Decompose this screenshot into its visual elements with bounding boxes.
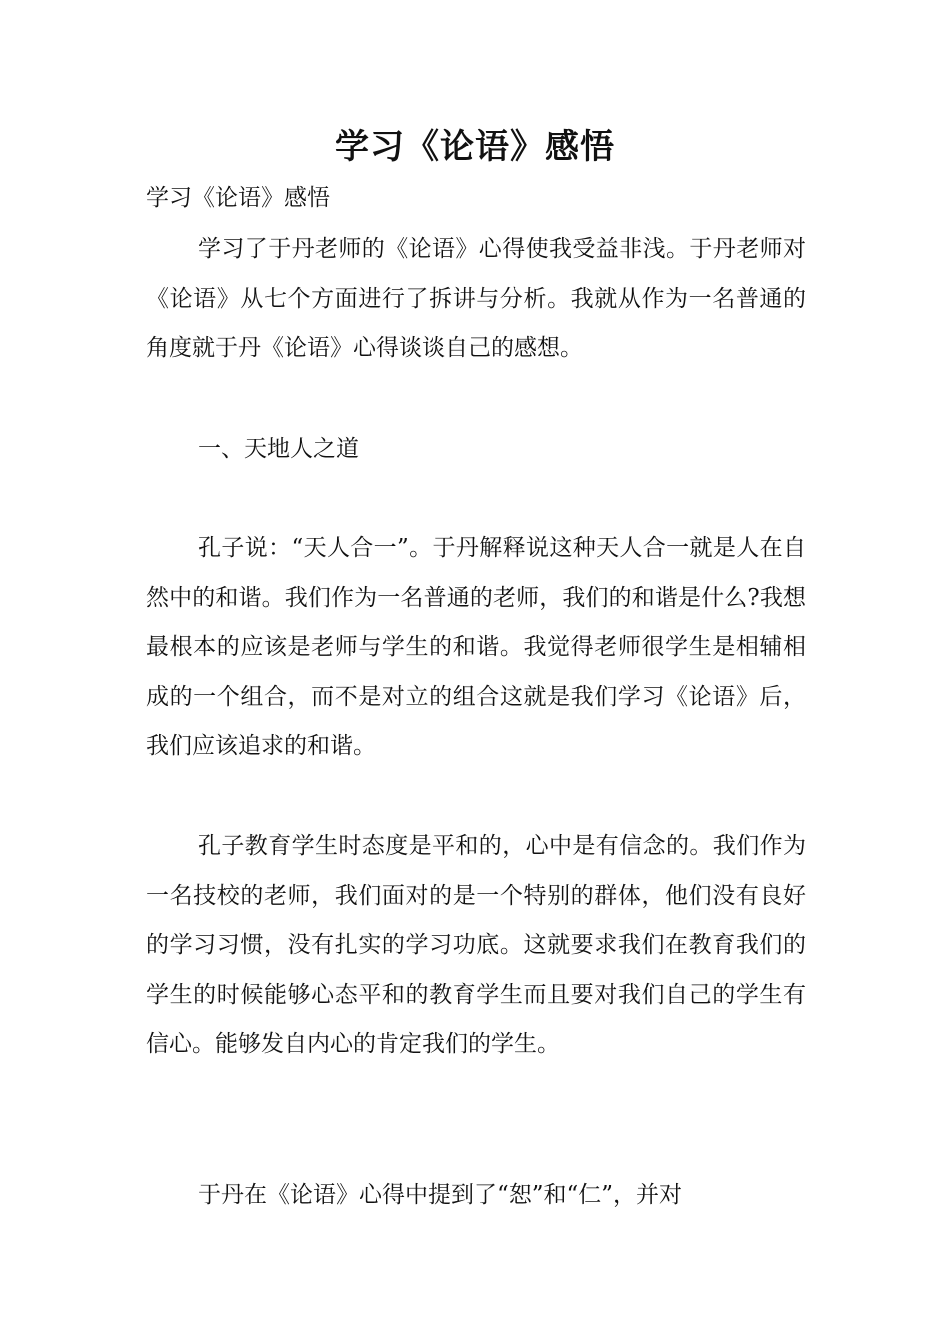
paragraph-harmony: 孔子说：“天人合一”。于丹解释说这种天人合一就是人在自然中的和谐。我们作为一名普通的老师，我们的和谐是什么?我想最根本的应该是老师与学生的和谐。我觉得老师很学生是相辅相成的一个组合，而不是对立的组合这就是我们学习《论语》后，我们应该追求的和谐。	[146, 535, 806, 760]
document-title: 学习《论语》感悟	[335, 127, 615, 167]
section-heading: 一、天地人之道	[198, 436, 359, 462]
document-subtitle: 学习《论语》感悟	[146, 185, 330, 211]
paragraph-intro: 学习了于丹老师的《论语》心得使我受益非浅。于丹老师对《论语》从七个方面进行了拆讲与分析。我就从作为一名普通的角度就于丹《论语》心得谈谈自己的感想。	[146, 236, 806, 362]
paragraph-teaching-attitude: 孔子教育学生时态度是平和的，心中是有信念的。我们作为一名技校的老师，我们面对的是一个特别的群体，他们没有良好的学习习惯，没有扎实的学习功底。这就要求我们在教育我们的学生的时候能够心态平和的教育学生而且要对我们自己的学生有信心。能够发自内心的肯定我们的学生。	[146, 833, 806, 1058]
paragraph-forgiveness: 于丹在《论语》心得中提到了“恕”和“仁”，并对	[198, 1182, 683, 1208]
